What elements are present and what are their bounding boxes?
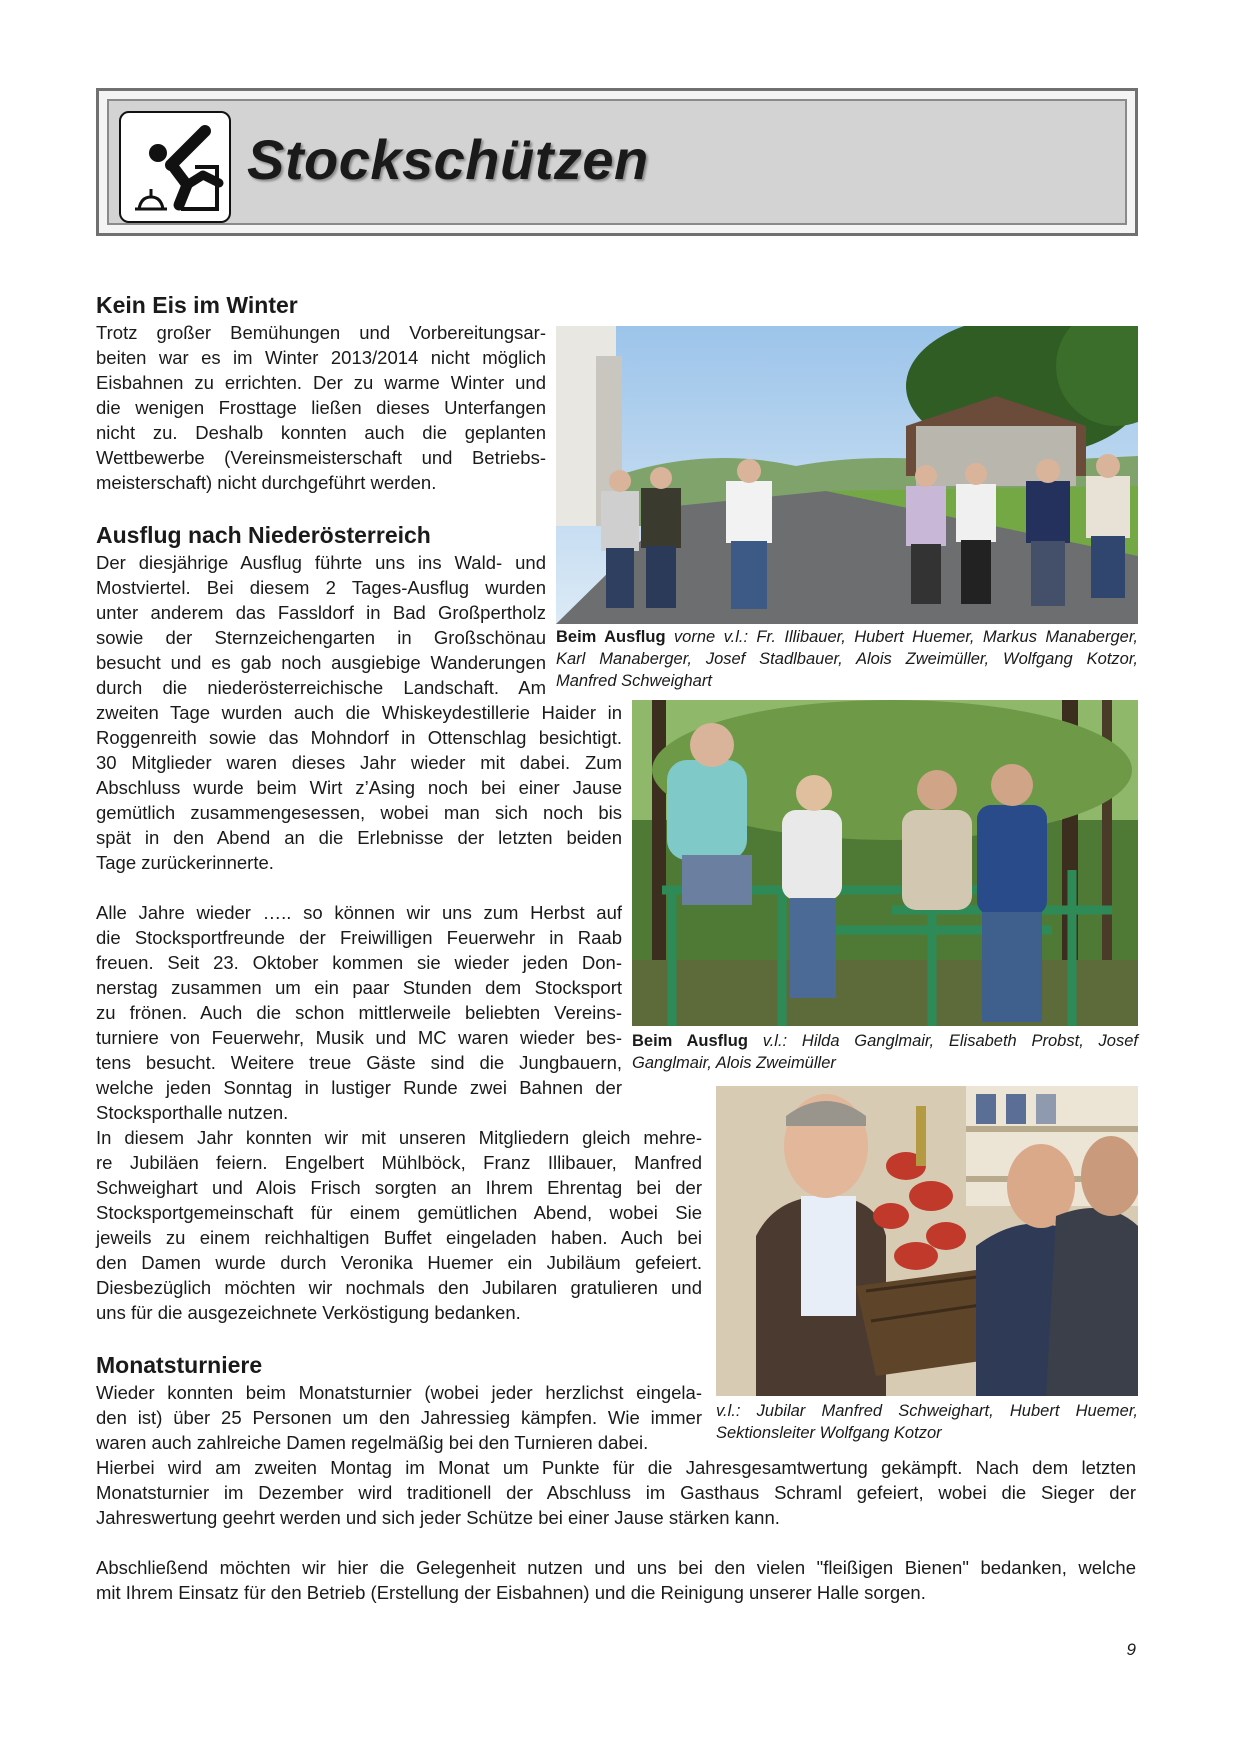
text-line: Tage zurückerinnerte. — [96, 852, 274, 873]
photo-jubilaeum — [716, 1086, 1138, 1396]
text-line: Abschließend möchten wir hier die Gelegenheit nutzen und uns bei den vielen "fleißigen Bienen" bedanken, welche — [96, 1557, 1136, 1578]
page-number: 9 — [1126, 1640, 1136, 1659]
section-heading-kein-eis: Kein Eis im Winter — [96, 292, 298, 318]
page-title: Stockschützen — [247, 128, 649, 191]
text-line: zu frönen. Auch die schon mittlerweile beliebten Vereins- — [96, 1002, 622, 1023]
caption-line: vorne v.l.: Fr. Illibauer, Hubert Huemer, Markus Manaberger, — [665, 628, 1139, 646]
text-line: Wettbewerbe (Vereinsmeisterschaft und Betriebs- — [96, 447, 546, 468]
text-line: gemütlich zusammengesessen, wobei man sich noch bis — [96, 802, 622, 823]
text-line: sowie der Sternzeichengarten in Großschönau — [96, 627, 546, 648]
text-line: Roggenreith sowie das Mohndorf in Ottenschlag besichtigt. — [96, 727, 622, 748]
caption-photo-3 — [716, 1400, 1138, 1444]
caption-line: Ganglmair, Alois Zweimüller — [632, 1054, 836, 1072]
text-line: Stocksportgemeinschaft für einem gemütlichen Abend, wobei Sie — [96, 1202, 702, 1223]
text-line: Wieder konnten beim Monatsturnier (wobei jeder herzlichst eingela- — [96, 1382, 702, 1403]
text-line: tens besucht. Weitere treue Gäste sind die Jungbauern, — [96, 1052, 622, 1073]
text-line: Der diesjährige Ausflug führte uns ins Wald- und — [96, 552, 546, 573]
text-line: welche jeden Sonntag in lustiger Runde zwei Bahnen der — [96, 1077, 622, 1098]
caption-bold-label: Beim Ausflug — [632, 1032, 748, 1050]
caption-line: v.l.: Hilda Ganglmair, Elisabeth Probst, Josef — [747, 1032, 1138, 1050]
section-text-kein-eis — [96, 320, 546, 495]
text-line: den ist) über 25 Personen um den Jahressieg kämpfen. Wie immer — [96, 1407, 702, 1428]
text-line: spät in den Abend an die Erlebnisse der letzten beiden — [96, 827, 622, 848]
text-line: beiten war es im Winter 2013/2014 nicht möglich — [96, 347, 546, 368]
text-line: freuen. Seit 23. Oktober kommen sie wieder jeden Don- — [96, 952, 622, 973]
text-line: den Damen wurde durch Veronika Huemer ein Jubiläum gefeiert. — [96, 1252, 702, 1273]
text-line: Alle Jahre wieder ….. so können wir uns zum Herbst auf — [96, 902, 622, 923]
text-line: waren auch zahlreiche Damen regelmäßig bei den Turnieren dabei. — [96, 1432, 649, 1453]
caption-line: Karl Manaberger, Josef Stadlbauer, Alois Zweimüller, Wolfgang Kotzor, — [556, 650, 1138, 668]
header-panel — [107, 99, 1127, 225]
caption-line: v.l.: Jubilar Manfred Schweighart, Hubert Huemer, — [716, 1402, 1138, 1420]
caption-photo-1 — [556, 626, 1138, 692]
text-line: die Stocksportfreunde der Freiwilligen Feuerwehr in Raab — [96, 927, 622, 948]
caption-line: Manfred Schweighart — [556, 672, 712, 690]
text-line: durch die niederösterreichische Landschaft. Am — [96, 677, 546, 698]
text-line: Schweighart und Alois Frisch sorgten an Ihrem Ehrentag bei der — [96, 1177, 702, 1198]
text-line: Monatsturnier im Dezember wird traditionell der Abschluss im Gasthaus Schraml gefeiert, wobei die Sieger der — [96, 1482, 1136, 1503]
text-line: 30 Mitglieder waren dieses Jahr wieder mit dabei. Zum — [96, 752, 622, 773]
text-line: Hierbei wird am zweiten Montag im Monat um Punkte für die Jahresgesamtwertung gekämpft. Nach dem letzten — [96, 1457, 1136, 1478]
section-text-ausflug-a — [96, 550, 546, 700]
text-line: zweiten Tage wurden auch die Whiskeydestillerie Haider in — [96, 702, 622, 723]
text-line: Diesbezüglich möchten wir nochmals den Jubilaren gratulieren und — [96, 1277, 702, 1298]
photo-ausflug-railing — [632, 700, 1138, 1026]
text-line: In diesem Jahr konnten wir mit unseren Mitgliedern gleich mehre- — [96, 1127, 702, 1148]
section-heading-monatsturniere: Monatsturniere — [96, 1352, 263, 1378]
caption-photo-2 — [632, 1030, 1138, 1074]
text-line: unter anderem das Fassldorf in Bad Großpertholz — [96, 602, 546, 623]
photo-ausflug-group-walking — [556, 326, 1138, 624]
text-line: die wenigen Frosttage ließen dieses Unterfangen — [96, 397, 546, 418]
text-line: meisterschaft) nicht durchgeführt werden. — [96, 472, 437, 493]
section-text-jubilaeen — [96, 1125, 702, 1325]
text-line: nicht zu. Deshalb konnten auch die geplanten — [96, 422, 546, 443]
text-line: Stocksporthalle nutzen. — [96, 1102, 289, 1123]
stock-sport-pictogram-icon — [119, 111, 231, 223]
section-text-ausflug-b — [96, 700, 622, 875]
text-line: jeweils zu einem reichhaltigen Buffet eingeladen haben. Auch bei — [96, 1227, 702, 1248]
section-text-alle-jahre — [96, 900, 622, 1125]
text-line: Jahreswertung geehrt werden und sich jeder Schütze bei einer Jause stärken kann. — [96, 1507, 780, 1528]
text-line: turniere von Feuerwehr, Musik und MC waren wieder bes- — [96, 1027, 622, 1048]
text-line: besucht und es gab noch ausgiebige Wanderungen — [96, 652, 546, 673]
text-line: nerstag zusammen um ein paar Stunden dem Stocksport — [96, 977, 622, 998]
text-line: Eisbahnen zu errichten. Der zu warme Winter und — [96, 372, 546, 393]
caption-bold-label: Beim Ausflug — [556, 628, 666, 646]
section-heading-ausflug: Ausflug nach Niederösterreich — [96, 522, 431, 548]
text-line: Mostviertel. Bei diesem 2 Tages-Ausflug wurden — [96, 577, 546, 598]
section-text-monatsturniere-a — [96, 1380, 702, 1455]
section-text-monatsturniere-b — [96, 1455, 1136, 1605]
text-line: re Jubiläen feiern. Engelbert Mühlböck, Franz Illibauer, Manfred — [96, 1152, 702, 1173]
header-frame — [96, 88, 1138, 236]
text-line: uns für die ausgezeichnete Verköstigung bedanken. — [96, 1302, 521, 1323]
text-line: Trotz großer Bemühungen und Vorbereitungsar- — [96, 322, 546, 343]
text-line: Abschluss wurde beim Wirt z’Asing noch bei einer Jause — [96, 777, 622, 798]
caption-line: Sektionsleiter Wolfgang Kotzor — [716, 1424, 942, 1442]
text-line: mit Ihrem Einsatz für den Betrieb (Erstellung der Eisbahnen) und die Reinigung unserer Halle sorgen. — [96, 1582, 926, 1603]
